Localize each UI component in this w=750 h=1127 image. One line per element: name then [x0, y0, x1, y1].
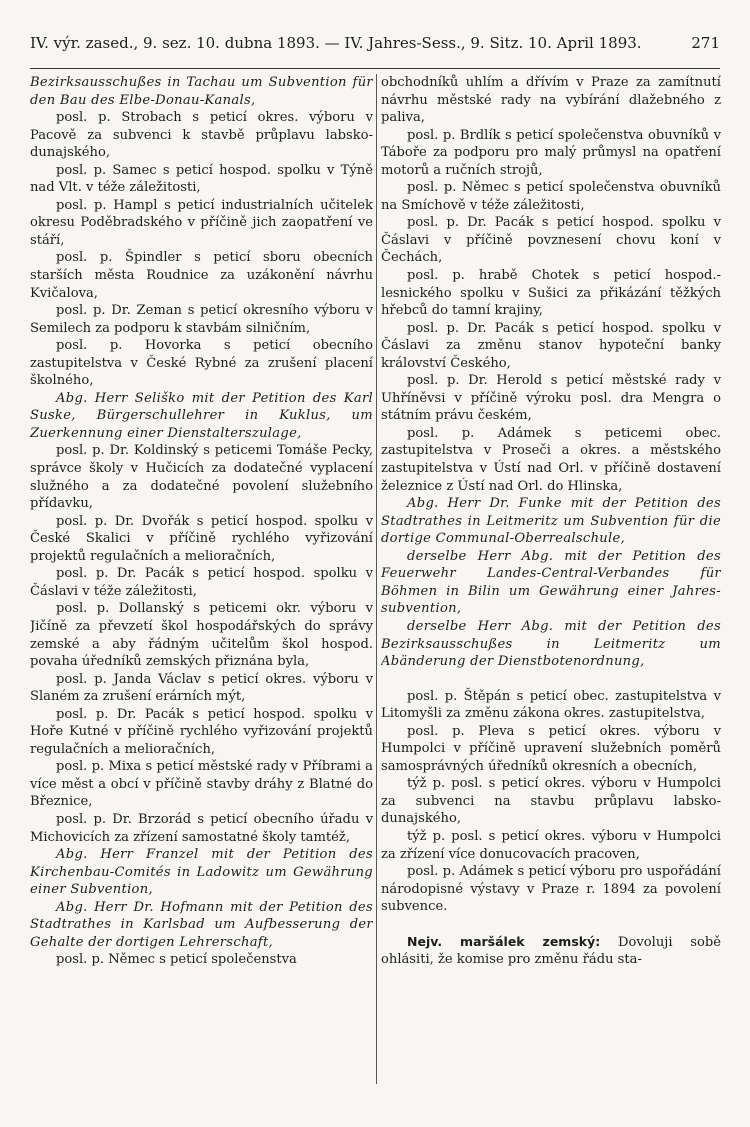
petition-paragraph: posl. p. Strobach s peticí okres. výboru v Pacově za subvenci k stavbě průplavu labsko-dunajského,: [30, 110, 373, 161]
petition-paragraph: posl. p. Hampl s peticí industrialních učitelek okresu Poděbradského v příčině jich zaopatření ve stáří,: [30, 197, 373, 248]
petition-paragraph: posl. p. Dr. Herold s peticí městské rady v Uhříněvsi v příčině výroku posl. dra Mengra o státním právu českém,: [381, 373, 721, 424]
petition-paragraph: obchodníků uhlím a dřívím v Praze za zamítnutí návrhu městské rady na vybírání dlažebného z paliva,: [381, 75, 721, 126]
petition-paragraph: posl. p. Dr. Zeman s peticí okresního výboru v Semilech za podporu k stavbám silničním,: [30, 303, 373, 336]
petition-paragraph: Abg. Herr Franzel mit der Petition des Kirchenbau-Comités in Ladowitz um Gewährung einer Subvention,: [30, 847, 373, 898]
petition-paragraph: týž p. posl. s peticí okres. výboru v Humpolci za subvenci na stavbu průplavu labsko-dunajského,: [381, 776, 721, 827]
petition-paragraph: posl. p. Mixa s peticí městské rady v Příbrami a více měst a obcí v příčině stavby dráhy z Blatné do Březnice,: [30, 759, 373, 810]
petition-paragraph: posl. p. Hovorka s peticí obecního zastupitelstva v České Rybné za zrušení placení školného,: [30, 338, 373, 389]
petition-paragraph: posl. p. Dr. Koldinský s peticemi Tomáše Pecky, správce školy v Hučicích za dodatečné vyplacení služného a za dodatečné povolení služebního přídavku,: [30, 443, 373, 512]
speaker-name: Nejv. maršálek zemský:: [407, 933, 601, 949]
petition-paragraph: posl. p. Dr. Pacák s peticí hospod. spolku v Hoře Kutné v příčině rychlého vyřizování projektů regulačních a melioračních,: [30, 706, 373, 757]
column-divider: [376, 74, 377, 1084]
petition-paragraph: Bezirksausschußes in Tachau um Subvention für den Bau des Elbe-Donau-Kanals,: [30, 75, 373, 108]
petition-paragraph: posl. p. Dollanský s peticemi okr. výboru v Jičíně za převzetí škol hospodářských do správy zemské a aby řádným učitelům škol hospod. povaha úředníků zemských přiznána byla,: [30, 601, 373, 670]
paragraph-gap: [381, 916, 721, 933]
petition-paragraph: posl. p. Dr. Brzorád s peticí obecního úřadu v Michovicích za zřízení samostatné školy tamtéž,: [30, 811, 373, 845]
petition-paragraph: posl. p. Dr. Dvořák s peticí hospod. spolku v České Skalici v příčině rychlého vyřizování projektů regulačních a melioračních,: [30, 513, 373, 564]
petition-paragraph: týž p. posl. s peticí okres. výboru v Humpolci za zřízení více donucovacích pracoven,: [381, 828, 721, 862]
petition-paragraph: posl. p. Němec s peticí společenstva obuvníků na Smíchově v téže záležitosti,: [381, 180, 721, 213]
petition-paragraph: Abg. Herr Dr. Hofmann mit der Petition des Stadtrathes in Karlsbad um Aufbesserung der Gehalte der dortigen Lehrerschaft,: [30, 899, 373, 950]
petition-paragraph: Abg. Herr Seliško mit der Petition des Karl Suske, Bürgerschullehrer in Kuklus, um Zuerkennung einer Dienstalterszulage,: [30, 390, 373, 441]
petition-paragraph: posl. p. Brdlík s peticí společenstva obuvníků v Táboře za podporu pro malý průmysl na opatření motorů a ručních strojů,: [381, 127, 721, 178]
petition-paragraph: posl. p. Samec s peticí hospod. spolku v Týně nad Vlt. v téže záležitosti,: [30, 162, 373, 196]
running-title: IV. výr. zased., 9. sez. 10. dubna 1893. — IV. Jahres-Sess., 9. Sitz. 10. April 1893.: [30, 34, 642, 52]
petition-paragraph: posl. p. Dr. Pacák s peticí hospod. spolku v Čáslavi v téže záležitosti,: [30, 566, 373, 599]
petition-paragraph: posl. p. Janda Václav s peticí okres. výboru v Slaném za zrušení erárních mýt,: [30, 671, 373, 705]
petition-paragraph: posl. p. Pleva s peticí okres. výboru v Humpolci v příčině upravení služebních poměrů samosprávných úředníků okresních a obecních,: [381, 723, 721, 774]
petition-paragraph: Abg. Herr Dr. Funke mit der Petition des Stadtrathes in Leitmeritz um Subvention für die dortige Communal-Oberrealschule,: [381, 496, 721, 547]
speech-text: Dovoluji sobě ohlásiti, že komise pro změnu řádu sta-: [381, 934, 721, 968]
header-rule: [30, 68, 720, 69]
petition-paragraph: posl. p. Špindler s peticí sboru obecních starších města Roudnice za uzákonění návrhu Kvičalova,: [30, 250, 373, 301]
petition-paragraph: posl. p. Němec s peticí společenstva: [56, 952, 297, 968]
petition-paragraph: posl. p. Adámek s peticí výboru pro uspořádání národopisné výstavy v Praze r. 1894 za povolení subvence.: [381, 864, 721, 915]
page-header: [30, 34, 720, 64]
petition-paragraph: posl. p. Dr. Pacák s peticí hospod. spolku v Čáslavi v příčině povznesení chovu koní v Čechách,: [381, 215, 721, 266]
left-column: [30, 74, 373, 1084]
petition-paragraph: derselbe Herr Abg. mit der Petition des Bezirksausschußes in Leitmeritz um Abänderung der Dienstbotenordnung,: [381, 618, 721, 670]
petition-paragraph: posl. p. hrabě Chotek s peticí hospod.-lesnického spolku v Sušici za přikázání těžkých hřebců do tamní krajiny,: [381, 268, 721, 319]
petition-paragraph: posl. p. Dr. Pacák s peticí hospod. spolku v Čáslavi za změnu stanov hypoteční banky království Českého,: [381, 320, 721, 371]
petition-paragraph: derselbe Herr Abg. mit der Petition des Feuerwehr Landes-Central-Verbandes für Böhmen in Bilin um Gewährung einer Jahres-subvention,: [381, 548, 721, 617]
paragraph-gap: [381, 671, 721, 688]
petition-paragraph: posl. p. Adámek s peticemi obec. zastupitelstva v Proseči a okres. a městského zastupitelstva v Ústí nad Orl. v příčině dostavení železnice z Ústí nad Orl. do Hlinska,: [381, 425, 721, 494]
page-number: 271: [691, 34, 720, 52]
petition-paragraph: [381, 933, 721, 969]
petition-paragraph: posl. p. Štěpán s peticí obec. zastupitelstva v Litomyšli za změnu zákona okres. zastupitelstva,: [381, 688, 721, 722]
right-column: [381, 74, 721, 1084]
